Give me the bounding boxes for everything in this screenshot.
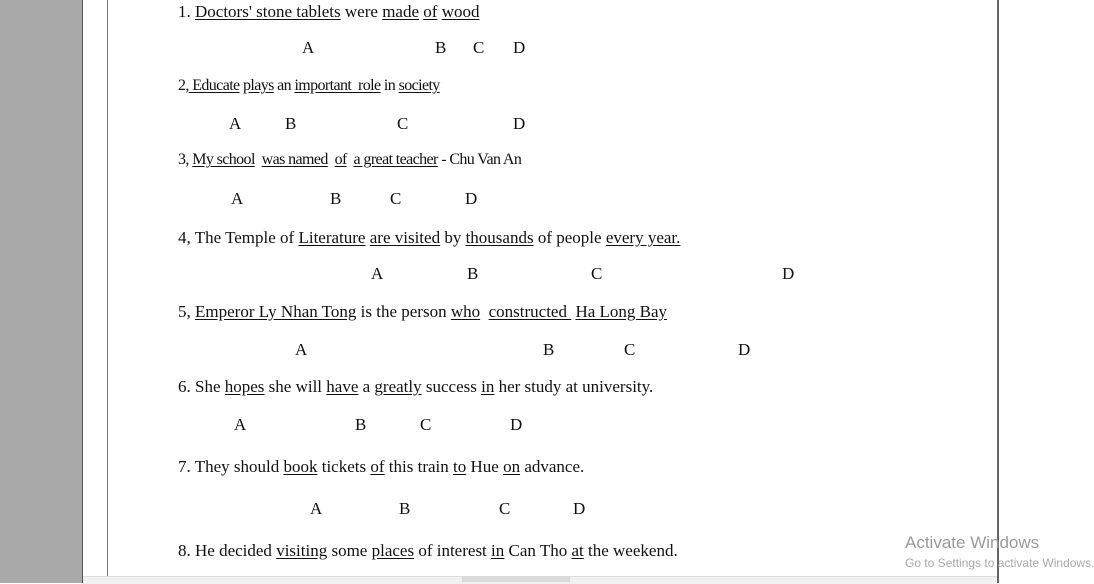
question-5 (178, 302, 667, 322)
text-segment: 3, (178, 151, 193, 168)
q7-option-d: D (573, 499, 586, 518)
q4-option-d: D (782, 264, 795, 283)
underlined-segment: at (571, 541, 584, 560)
underlined-segment: society (398, 77, 440, 94)
text-segment: in (380, 77, 399, 94)
text-segment: 8. He decided (178, 541, 277, 560)
underlined-segment: Literature (298, 228, 366, 247)
text-segment: - Chu Van An (437, 151, 522, 168)
underlined-segment: visiting (276, 541, 328, 560)
q7-option-a: A (310, 499, 323, 518)
q6-option-a: A (234, 415, 247, 434)
text-segment: 7. They should (178, 457, 284, 476)
underlined-segment: thousands (465, 228, 534, 247)
activate-windows-title: Activate Windows (905, 533, 1040, 552)
q2-option-a: A (229, 114, 242, 133)
text-segment: Hue (466, 457, 504, 476)
underlined-segment: on (503, 457, 521, 476)
underlined-segment: who (450, 302, 481, 321)
text-segment: this train (384, 457, 453, 476)
question-6 (178, 377, 653, 397)
q5-option-d: D (738, 340, 751, 359)
q2-option-b: B (285, 114, 297, 133)
underlined-segment: places (371, 541, 415, 560)
underlined-segment: of (334, 151, 347, 168)
underlined-segment: was named (261, 151, 328, 168)
q6-option-c: C (420, 415, 432, 434)
question-3 (178, 151, 521, 169)
q1-option-b: B (435, 38, 447, 57)
q5-option-b: B (543, 340, 555, 359)
underlined-segment: plays (242, 77, 274, 94)
underlined-segment: a great teacher (353, 151, 438, 168)
q4-option-b: B (467, 264, 479, 283)
q1-option-a: A (302, 38, 315, 57)
question-2 (178, 77, 440, 95)
question-8 (178, 541, 678, 561)
right-margin (999, 0, 1024, 583)
q1-option-c: C (473, 38, 485, 57)
q3-option-c: C (390, 189, 402, 208)
activate-windows-subtitle: Go to Settings to activate Windows. (905, 556, 1094, 570)
underlined-segment: important role (294, 77, 381, 94)
underlined-segment: book (283, 457, 318, 476)
text-segment: 4, The Temple of (178, 228, 299, 247)
text-segment (347, 151, 354, 168)
underlined-segment: of (370, 457, 385, 476)
text-segment (480, 302, 489, 321)
q4-option-a: A (371, 264, 384, 283)
underlined-segment: Emperor Ly Nhan Tong (195, 302, 357, 321)
underlined-segment: in (491, 541, 505, 560)
text-segment: success (421, 377, 482, 396)
text-segment: advance. (520, 457, 585, 476)
q4-option-c: C (591, 264, 603, 283)
q5-option-a: A (295, 340, 308, 359)
q2-option-d: D (513, 114, 526, 133)
q3-option-a: A (231, 189, 244, 208)
underlined-segment: Ha Long Bay (575, 302, 668, 321)
q7-option-c: C (499, 499, 511, 518)
text-segment: a (358, 377, 375, 396)
underlined-segment: in (481, 377, 495, 396)
text-segment: of interest (414, 541, 492, 560)
left-gray-margin (0, 0, 82, 583)
q7-option-b: B (399, 499, 411, 518)
q3-option-b: B (330, 189, 342, 208)
text-segment: an (273, 77, 295, 94)
question-1 (178, 2, 479, 22)
underlined-segment: hopes (224, 377, 265, 396)
text-segment: the weekend. (583, 541, 678, 560)
q3-option-d: D (465, 189, 478, 208)
question-4 (178, 228, 680, 248)
text-segment: tickets (317, 457, 371, 476)
text-segment (328, 151, 335, 168)
q6-option-b: B (355, 415, 367, 434)
text-segment: 5, (178, 302, 195, 321)
text-segment: by (440, 228, 466, 247)
underlined-segment: are visited (369, 228, 441, 247)
scrollbar-thumb[interactable] (462, 576, 570, 582)
text-segment: is the person (356, 302, 451, 321)
q5-option-c: C (624, 340, 636, 359)
underlined-segment: have (326, 377, 359, 396)
underlined-segment: My school (192, 151, 255, 168)
text-segment: she will (264, 377, 327, 396)
text-segment: 2, (178, 77, 189, 94)
underlined-segment: Educate (188, 77, 240, 94)
text-segment: Can Tho (504, 541, 572, 560)
underlined-segment: made (382, 2, 420, 21)
underlined-segment: wood (441, 2, 480, 21)
text-segment: some (327, 541, 372, 560)
underlined-segment: greatly (374, 377, 422, 396)
underlined-segment: to (453, 457, 467, 476)
text-segment (255, 151, 262, 168)
q1-option-d: D (513, 38, 526, 57)
text-segment: of people (533, 228, 606, 247)
text-segment: were (340, 2, 383, 21)
q6-option-d: D (510, 415, 523, 434)
underlined-segment: of (423, 2, 438, 21)
text-segment: 1. (178, 2, 195, 21)
underlined-segment: Doctors' stone tablets (195, 2, 341, 21)
q2-option-c: C (397, 114, 409, 133)
page-border-left (107, 0, 108, 583)
question-7 (178, 457, 584, 477)
text-segment: 6. She (178, 377, 225, 396)
underlined-segment: constructed (488, 302, 572, 321)
text-segment: her study at university. (494, 377, 654, 396)
underlined-segment: every year. (605, 228, 681, 247)
